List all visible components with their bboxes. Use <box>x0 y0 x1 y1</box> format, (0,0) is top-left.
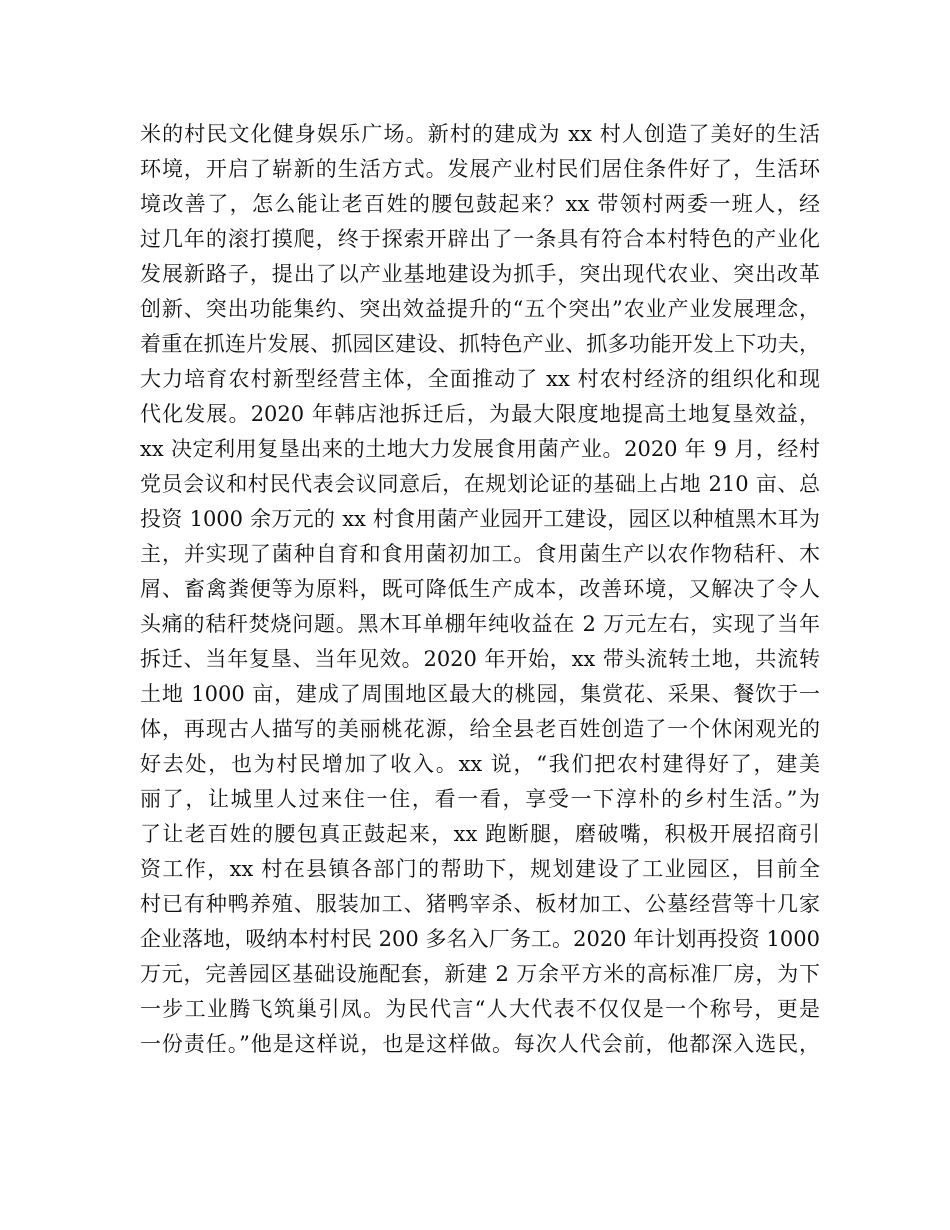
text-line: 党员会议和村民代表会议同意后，在规划论证的基础上占地 210 亩、总 <box>140 472 820 496</box>
text-line: 发展新路子，提出了以产业基地建设为抓手，突出现代农业、突出改革 <box>140 262 820 286</box>
text-line: 一份责任。”他是这样说，也是这样做。每次人代会前，他都深入选民， <box>140 1032 820 1056</box>
text-line: 拆迁、当年复垦、当年见效。2020 年开始，xx 带头流转土地，共流转 <box>140 647 820 671</box>
text-line: 好去处，也为村民增加了收入。xx 说，“我们把农村建得好了，建美 <box>140 752 820 776</box>
text-line: 体，再现古人描写的美丽桃花源，给全县老百姓创造了一个休闲观光的 <box>140 717 820 741</box>
text-line: 了让老百姓的腰包真正鼓起来，xx 跑断腿，磨破嘴，积极开展招商引 <box>140 822 820 846</box>
text-line: 环境，开启了崭新的生活方式。发展产业村民们居住条件好了，生活环 <box>140 157 820 181</box>
text-line: 一步工业腾飞筑巢引凤。为民代言“人大代表不仅仅是一个称号，更是 <box>140 997 820 1021</box>
text-line: 头痛的秸秆焚烧问题。黑木耳单棚年纯收益在 2 万元左右，实现了当年 <box>140 612 820 636</box>
text-line: 万元，完善园区基础设施配套，新建 2 万余平方米的高标准厂房，为下 <box>140 962 820 986</box>
text-line: 米的村民文化健身娱乐广场。新村的建成为 xx 村人创造了美好的生活 <box>140 122 820 146</box>
text-line: 过几年的滚打摸爬，终于探索开辟出了一条具有符合本村特色的产业化 <box>140 227 820 251</box>
body-text <box>140 117 820 1062</box>
text-line: 村已有种鸭养殖、服装加工、猪鸭宰杀、板材加工、公墓经营等十几家 <box>140 892 820 916</box>
text-line: 主，并实现了菌种自育和食用菌初加工。食用菌生产以农作物秸秆、木 <box>140 542 820 566</box>
text-line: xx 决定利用复垦出来的土地大力发展食用菌产业。2020 年 9 月，经村 <box>140 437 820 461</box>
text-line: 屑、畜禽粪便等为原料，既可降低生产成本，改善环境，又解决了令人 <box>140 577 820 601</box>
text-line: 企业落地，吸纳本村村民 200 多名入厂务工。2020 年计划再投资 1000 <box>140 927 820 951</box>
text-line: 大力培育农村新型经营主体，全面推动了 xx 村农村经济的组织化和现 <box>140 367 820 391</box>
text-line: 着重在抓连片发展、抓园区建设、抓特色产业、抓多功能开发上下功夫， <box>140 332 820 356</box>
text-line: 资工作，xx 村在县镇各部门的帮助下，规划建设了工业园区，目前全 <box>140 857 820 881</box>
text-line: 境改善了，怎么能让老百姓的腰包鼓起来？xx 带领村两委一班人，经 <box>140 192 820 216</box>
text-line: 代化发展。2020 年韩店池拆迁后，为最大限度地提高土地复垦效益， <box>140 402 820 426</box>
text-line: 创新、突出功能集约、突出效益提升的“五个突出”农业产业发展理念， <box>140 297 820 321</box>
text-line: 投资 1000 余万元的 xx 村食用菌产业园开工建设，园区以种植黑木耳为 <box>140 507 820 531</box>
text-line: 土地 1000 亩，建成了周围地区最大的桃园，集赏花、采果、餐饮于一 <box>140 682 820 706</box>
text-line: 丽了，让城里人过来住一住，看一看，享受一下淳朴的乡村生活。”为 <box>140 787 820 811</box>
